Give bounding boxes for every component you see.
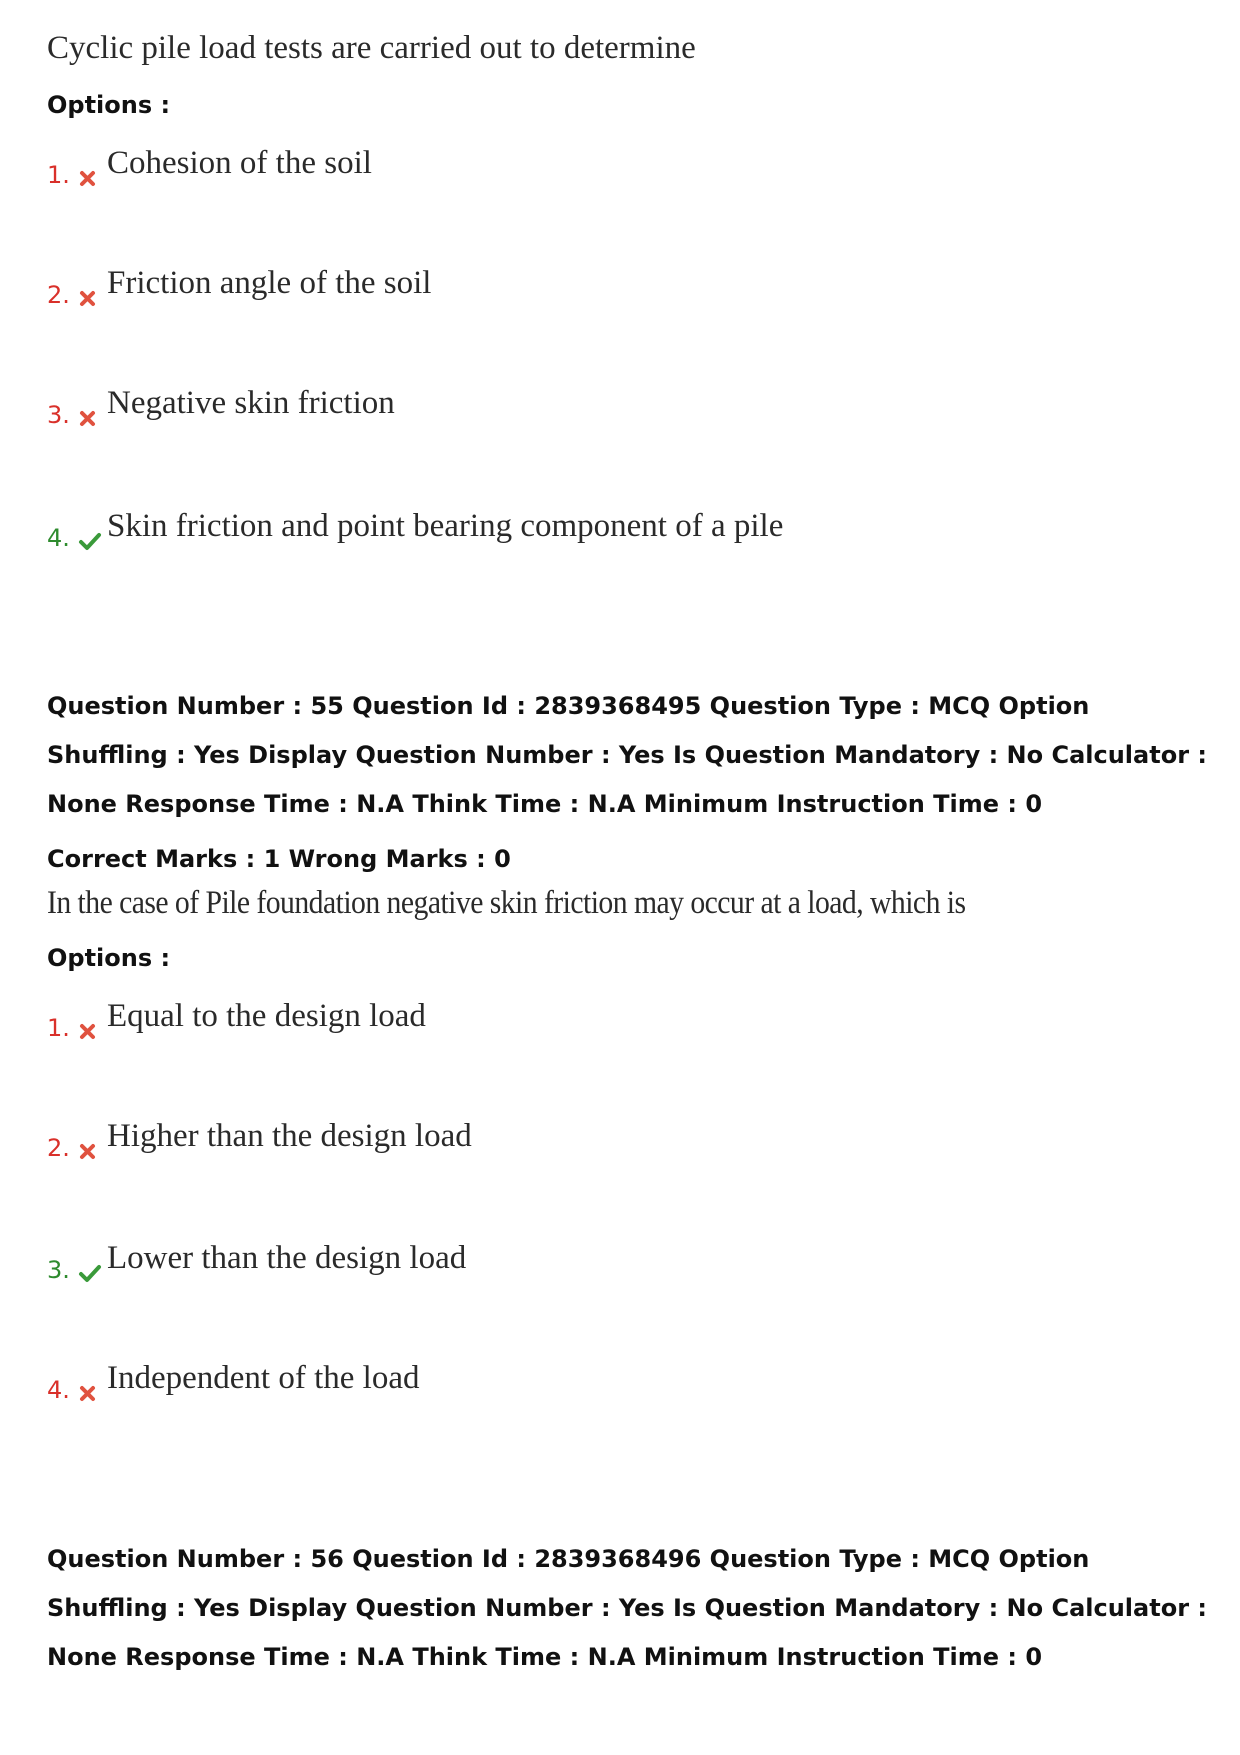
- check-icon: [77, 530, 103, 552]
- option-number: 2.: [47, 1134, 70, 1162]
- option-number: 1.: [47, 1014, 70, 1042]
- cross-icon: [77, 1140, 99, 1162]
- option-number: 4.: [47, 1376, 70, 1404]
- cross-icon: [77, 1382, 99, 1404]
- option-text: Negative skin friction: [107, 385, 395, 421]
- option-number: 1.: [47, 161, 70, 189]
- option-number: 3.: [47, 401, 70, 429]
- option-number: 2.: [47, 281, 70, 309]
- options-label: Options :: [47, 944, 171, 972]
- option-text: Skin friction and point bearing component of a pile: [107, 508, 784, 544]
- option-text: Independent of the load: [107, 1360, 420, 1396]
- option-text: Friction angle of the soil: [107, 265, 432, 301]
- option-text: Cohesion of the soil: [107, 145, 372, 181]
- question-meta: Question Number : 56 Question Id : 2839368496 Question Type : MCQ Option Shuffling : Yes Display Question Number : Yes Is Question Mandatory : No Calculator : None Response Time : N.A Think Time : N.A Minimum Instruction Time : 0: [47, 1545, 1207, 1671]
- option-text: Lower than the design load: [107, 1240, 467, 1276]
- options-label: Options :: [47, 91, 171, 119]
- option-text: Equal to the design load: [107, 998, 426, 1034]
- question-text: Cyclic pile load tests are carried out to determine: [47, 30, 696, 66]
- option-number: 4.: [47, 524, 70, 552]
- question-text: In the case of Pile foundation negative skin friction may occur at a load, which is: [47, 885, 966, 921]
- option-number: 3.: [47, 1256, 70, 1284]
- cross-icon: [77, 287, 99, 309]
- option-text: Higher than the design load: [107, 1118, 472, 1154]
- check-icon: [77, 1262, 103, 1284]
- cross-icon: [77, 1020, 99, 1042]
- cross-icon: [77, 167, 99, 189]
- question-meta: Question Number : 55 Question Id : 2839368495 Question Type : MCQ Option Shuffling : Yes Display Question Number : Yes Is Question Mandatory : No Calculator : None Response Time : N.A Think Time : N.A Minimum Instruction Time : 0: [47, 692, 1207, 818]
- marks-info: Correct Marks : 1 Wrong Marks : 0: [47, 845, 511, 873]
- cross-icon: [77, 407, 99, 429]
